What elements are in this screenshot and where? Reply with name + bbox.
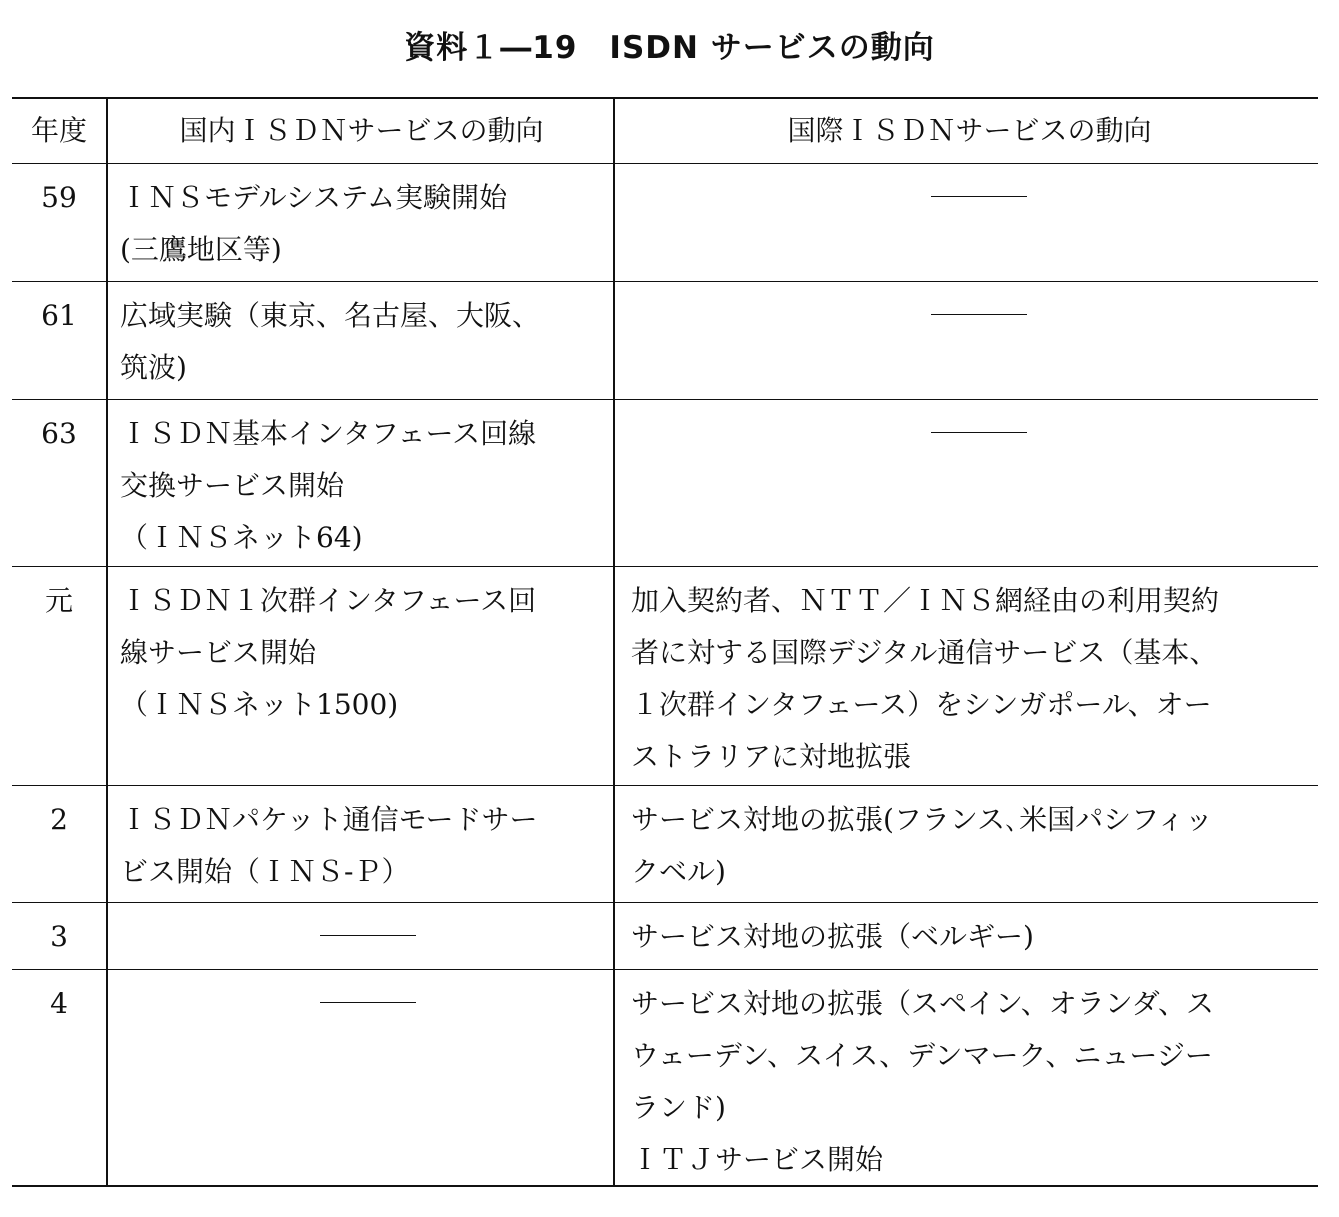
cell-text-line: ウェーデン、スイス、デンマーク、ニュージー	[631, 1039, 1213, 1072]
year-cell: 59	[12, 164, 108, 281]
header-year: 年度	[12, 99, 108, 163]
table-row	[12, 903, 1318, 970]
domestic-cell	[108, 786, 615, 902]
cell-text-line: （ＩＮＳネット1500)	[120, 688, 399, 721]
table-row	[12, 567, 1318, 786]
year-cell: 2	[12, 786, 108, 902]
not-applicable-dash	[320, 935, 416, 936]
cell-text-line: サービス対地の拡張(フランス､米国パシフィッ	[631, 803, 1213, 836]
cell-text-line: ＩＳＤＮパケット通信モードサー	[120, 803, 538, 836]
year-cell: 元	[12, 567, 108, 785]
domestic-cell	[108, 400, 615, 566]
cell-text-line: 広域実験（東京、名古屋、大阪、	[120, 299, 541, 332]
not-applicable-dash	[931, 432, 1027, 433]
not-applicable-dash	[931, 196, 1027, 197]
not-applicable-dash	[931, 314, 1027, 315]
international-cell	[615, 567, 1318, 785]
international-cell	[615, 282, 1318, 399]
domestic-cell	[108, 282, 615, 399]
international-cell	[615, 164, 1318, 281]
domestic-cell	[108, 567, 615, 785]
cell-text-line: 交換サービス開始	[120, 469, 345, 502]
cell-text-line: ストラリアに対地拡張	[631, 740, 912, 773]
table-header-row	[12, 99, 1318, 164]
domestic-cell	[108, 903, 615, 969]
international-cell	[615, 970, 1318, 1185]
cell-text-line: 加入契約者、ＮＴＴ／ＩＮＳ網経由の利用契約	[631, 584, 1220, 617]
cell-text-line: ＩＮＳモデルシステム実験開始	[120, 181, 508, 214]
table-row	[12, 282, 1318, 400]
page-title: 資料１―19 ISDN サービスの動向	[404, 30, 935, 66]
table-row	[12, 970, 1318, 1185]
cell-text-line: (三鷹地区等)	[120, 233, 282, 266]
cell-text-line: サービス対地の拡張（ベルギー)	[631, 920, 1034, 953]
cell-text-line: （ＩＮＳネット64)	[120, 521, 363, 554]
header-international: 国際ＩＳＤＮサービスの動向	[787, 114, 1152, 147]
table-row	[12, 786, 1318, 903]
cell-text-line: 筑波)	[120, 351, 187, 384]
domestic-cell	[108, 970, 615, 1185]
table-body	[12, 164, 1318, 1185]
cell-text-line: 者に対する国際デジタル通信サービス（基本、	[631, 636, 1218, 669]
isdn-trend-table	[12, 97, 1318, 1187]
cell-text-line: クベル)	[631, 855, 726, 888]
cell-text-line: ビス開始（ＩＮＳ-Ｐ）	[120, 855, 410, 888]
cell-text-line: ＩＳＤＮ１次群インタフェース回	[120, 584, 537, 617]
cell-text-line: ＩＴＪサービス開始	[631, 1143, 884, 1176]
year-cell: 61	[12, 282, 108, 399]
cell-text-line: ランド)	[631, 1091, 726, 1124]
international-cell	[615, 400, 1318, 566]
year-cell: 63	[12, 400, 108, 566]
domestic-cell	[108, 164, 615, 281]
cell-text-line: サービス対地の拡張（スペイン、オランダ、ス	[631, 987, 1214, 1020]
table-row	[12, 164, 1318, 282]
not-applicable-dash	[320, 1002, 416, 1003]
international-cell	[615, 786, 1318, 902]
cell-text-line: １次群インタフェース）をシンガポール、オー	[631, 688, 1212, 721]
cell-text-line: 線サービス開始	[120, 636, 317, 669]
table-row	[12, 400, 1318, 567]
year-cell: 3	[12, 903, 108, 969]
year-cell: 4	[12, 970, 108, 1185]
international-cell	[615, 903, 1318, 969]
cell-text-line: ＩＳＤＮ基本インタフェース回線	[120, 417, 537, 450]
header-domestic: 国内ＩＳＤＮサービスの動向	[108, 99, 615, 163]
